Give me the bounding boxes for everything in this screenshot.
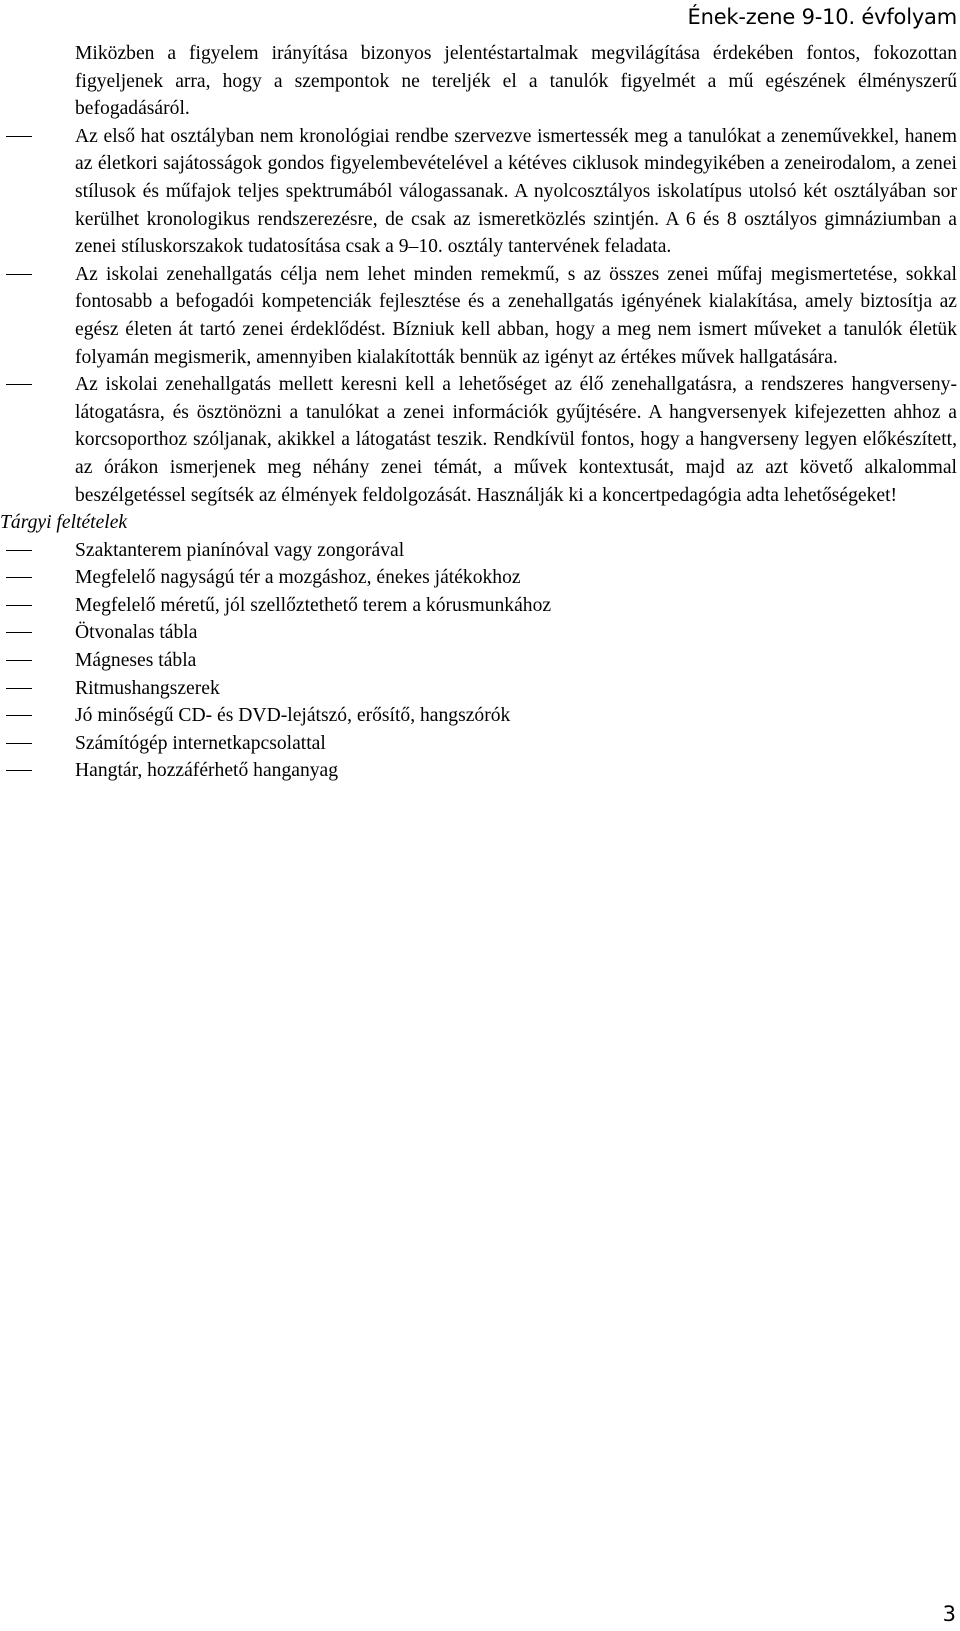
dash-bullet-icon <box>6 688 32 689</box>
dash-bullet-icon <box>6 136 32 137</box>
equipment-item <box>0 592 957 620</box>
section-heading: Tárgyi feltételek <box>0 512 128 534</box>
equipment-item <box>0 730 957 758</box>
dash-bullet-icon <box>6 384 32 385</box>
dash-bullet-icon <box>6 605 32 606</box>
dash-item-text: Az iskolai zenehallgatás mellett keresni kell a lehetőséget az élő zenehallgatásra, a rendszeres hangverseny-látogatásra, és ösztönözni a tanulókat a zenei információk gyűjtésére. A hangversenyek kifejezetten ahhoz a korcsoporthoz szóljanak, akikkel a látogatást teszik. Rendkívül fontos, hogy a hangverseny legyen előkészített, az órákon ismerjenek meg néhány zenei témát, a művek kontextusát, majd az azt követő alkalommal beszélgetéssel segítsék az élmények feldolgozását. Használják ki a koncertpedagógia adta lehetőségeket! <box>75 374 957 506</box>
dash-list-item <box>0 261 957 371</box>
equipment-item <box>0 675 957 703</box>
equipment-item <box>0 537 957 565</box>
dash-item-text: Az első hat osztályban nem kronológiai rendbe szervezve ismertessék meg a tanulókat a zeneművekkel, hanem az életkori sajátosságok gondos figyelembevételével a kétéves ciklusok mindegyikében a zeneirodalom, a zenei stílusok és műfajok teljes spektrumából válogassanak. A nyolcosztályos iskolatípus utolsó két osztályában sor kerülhet kronologikus rendszerezésre, de csak az ismeretközlés szintjén. A 6 és 8 osztályos gimnáziumban a zenei stíluskorszakok tudatosítása csak a 9–10. osztály tantervének feladata. <box>75 125 957 258</box>
page-body <box>0 40 957 785</box>
equipment-item <box>0 619 957 647</box>
equipment-item <box>0 564 957 592</box>
dash-bullet-icon <box>6 743 32 744</box>
page-number: 3 <box>942 1602 956 1626</box>
equipment-item-text: Hangtár, hozzáférhető hanganyag <box>75 760 339 782</box>
equipment-list <box>0 537 957 785</box>
equipment-item-text: Jó minőségű CD- és DVD-lejátszó, erősítő, hangszórók <box>75 705 511 727</box>
intro-paragraph: Miközben a figyelem irányítása bizonyos jelentéstartalmak megvilágítása érdekében fontos, fokozottan figyeljenek arra, hogy a szempontok ne tereljék el a tanulók figyelmét a mű egészének élményszerű befogadásáról. <box>75 43 957 120</box>
equipment-item <box>0 647 957 675</box>
equipment-item <box>0 757 957 785</box>
equipment-item <box>0 702 957 730</box>
dash-list <box>0 123 957 509</box>
running-header: Ének-zene 9-10. évfolyam <box>687 5 957 29</box>
dash-bullet-icon <box>6 770 32 771</box>
dash-list-item <box>0 123 957 261</box>
dash-bullet-icon <box>6 577 32 578</box>
equipment-item-text: Szaktanterem pianínóval vagy zongorával <box>75 539 405 561</box>
equipment-item-text: Mágneses tábla <box>75 650 197 672</box>
equipment-item-text: Megfelelő nagyságú tér a mozgáshoz, énekes játékokhoz <box>75 567 521 589</box>
dash-bullet-icon <box>6 715 32 716</box>
equipment-item-text: Ötvonalas tábla <box>75 622 198 644</box>
equipment-item-text: Számítógép internetkapcsolattal <box>75 732 326 754</box>
dash-item-text: Az iskolai zenehallgatás célja nem lehet minden remekmű, s az összes zenei műfaj megismertetése, sokkal fontosabb a befogadói kompetenciák fejlesztése és a zenehallgatás igényének kialakítása, amely biztosítja az egész életen át tartó zenei érdeklődést. Bízniuk kell abban, hogy a meg nem ismert műveket a tanulók életük folyamán megismerik, amennyiben kialakították bennük az igényt az értékes művek hallgatására. <box>75 263 957 368</box>
dash-bullet-icon <box>6 660 32 661</box>
equipment-item-text: Ritmushangszerek <box>75 677 220 699</box>
dash-list-item <box>0 371 957 509</box>
equipment-item-text: Megfelelő méretű, jól szellőztethető terem a kórusmunkához <box>75 594 552 616</box>
dash-bullet-icon <box>6 550 32 551</box>
dash-bullet-icon <box>6 632 32 633</box>
dash-bullet-icon <box>6 274 32 275</box>
